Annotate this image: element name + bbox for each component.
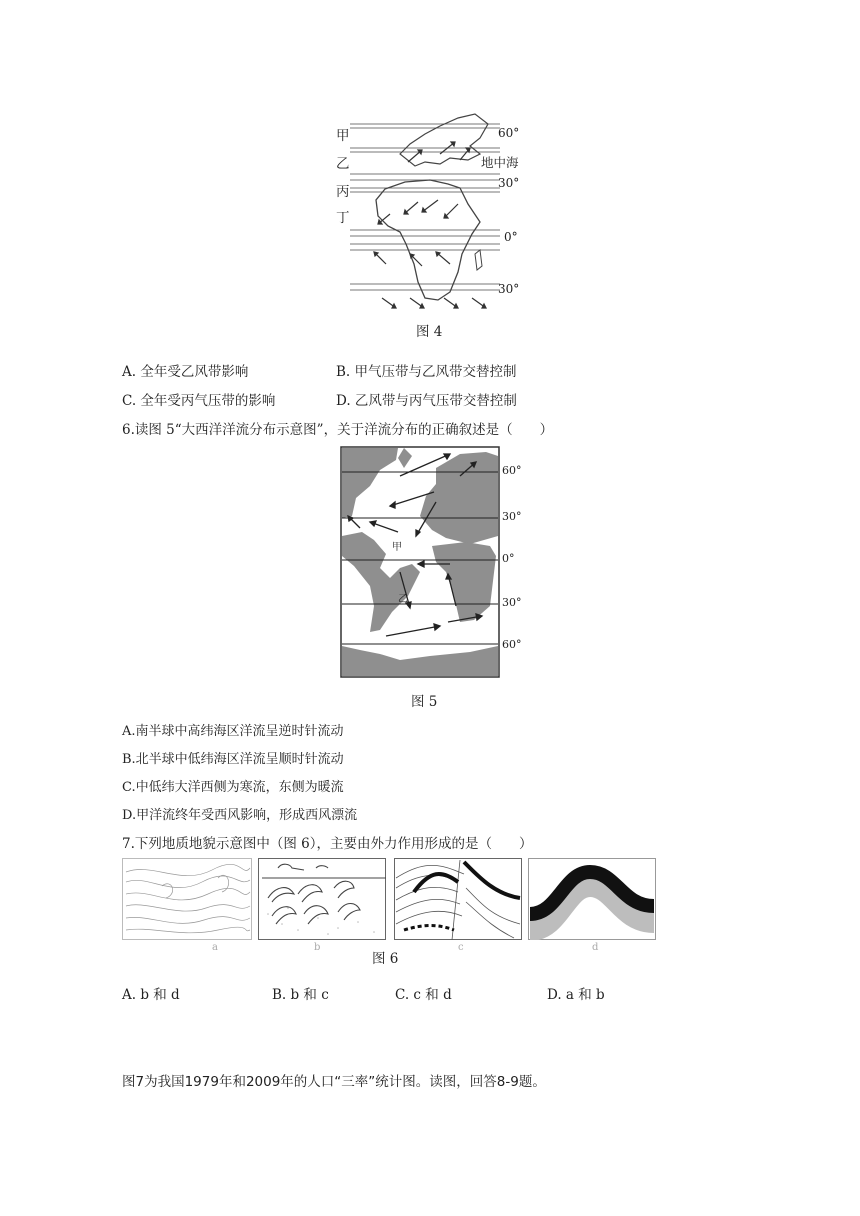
fig4-lat-30s: 30° — [498, 282, 520, 296]
fig5-lat-0: 0° — [502, 552, 515, 565]
q6-option-c: C.中低纬大洋西侧为寒流，东侧为暖流 — [122, 780, 344, 795]
fig4-label-jia: 甲 — [336, 128, 350, 144]
fig6-panel-d — [528, 858, 656, 940]
q7-option-d: D. a 和 b — [547, 987, 605, 1003]
q5-option-a: A. 全年受乙风带影响 — [122, 364, 249, 380]
q7-option-b: B. b 和 c — [272, 987, 329, 1003]
figure-6 — [122, 858, 656, 958]
fig6-label-a: a — [212, 942, 218, 953]
q5-option-c: C. 全年受丙气压带的影响 — [122, 393, 276, 409]
q6-option-a: A.南半球中高纬海区洋流呈逆时针流动 — [122, 724, 344, 739]
q5-option-b: B. 甲气压带与乙风带交替控制 — [336, 364, 517, 380]
fig5-caption: 图 5 — [411, 694, 438, 710]
figure-5 — [340, 446, 522, 678]
fig6-label-b: b — [314, 942, 321, 953]
fig5-lat-30n: 30° — [502, 510, 522, 523]
q5-option-d: D. 乙风带与丙气压带交替控制 — [336, 393, 517, 409]
fig4-label-yi: 乙 — [336, 156, 350, 172]
fig6-panel-a — [122, 858, 252, 940]
q6-option-b: B.北半球中低纬海区洋流呈顺时针流动 — [122, 752, 344, 767]
q7-stem: 7.下列地质地貌示意图中（图 6），主要由外力作用形成的是（ ） — [122, 836, 533, 852]
fig4-sea-label: 地中海 — [481, 155, 519, 170]
fig4-lat-60: 60° — [498, 126, 520, 140]
fig5-label-jia: 甲 — [392, 542, 402, 553]
q7-option-c: C. c 和 d — [395, 987, 452, 1003]
fig5-lat-60n: 60° — [502, 464, 522, 477]
fig6-panel-c — [394, 858, 522, 940]
fig6-panel-b — [258, 858, 386, 940]
fig5-lat-60s: 60° — [502, 638, 522, 651]
q6-stem: 6.读图 5“大西洋洋流分布示意图”，关于洋流分布的正确叙述是（ ） — [122, 422, 554, 438]
fig4-label-bing: 丙 — [336, 184, 350, 200]
fig6-label-c: c — [458, 942, 464, 953]
q7-option-a: A. b 和 d — [122, 987, 180, 1003]
figure-4 — [330, 104, 530, 318]
q8-9-intro: 图7为我国1979年和2009年的人口“三率”统计图。读图，回答8-9题。 — [122, 1074, 546, 1090]
fig4-lat-0: 0° — [504, 230, 518, 244]
fig5-label-yi: 乙 — [398, 594, 408, 605]
fig4-lat-30n: 30° — [498, 176, 520, 190]
figure-5-map — [340, 446, 500, 678]
q6-option-d: D.甲洋流终年受西风影响，形成西风漂流 — [122, 808, 358, 823]
fig6-caption: 图 6 — [372, 951, 399, 967]
fig4-label-ding: 丁 — [336, 210, 350, 226]
fig5-lat-30s: 30° — [502, 596, 522, 609]
fig6-label-d: d — [592, 942, 599, 953]
fig4-caption: 图 4 — [416, 324, 443, 340]
